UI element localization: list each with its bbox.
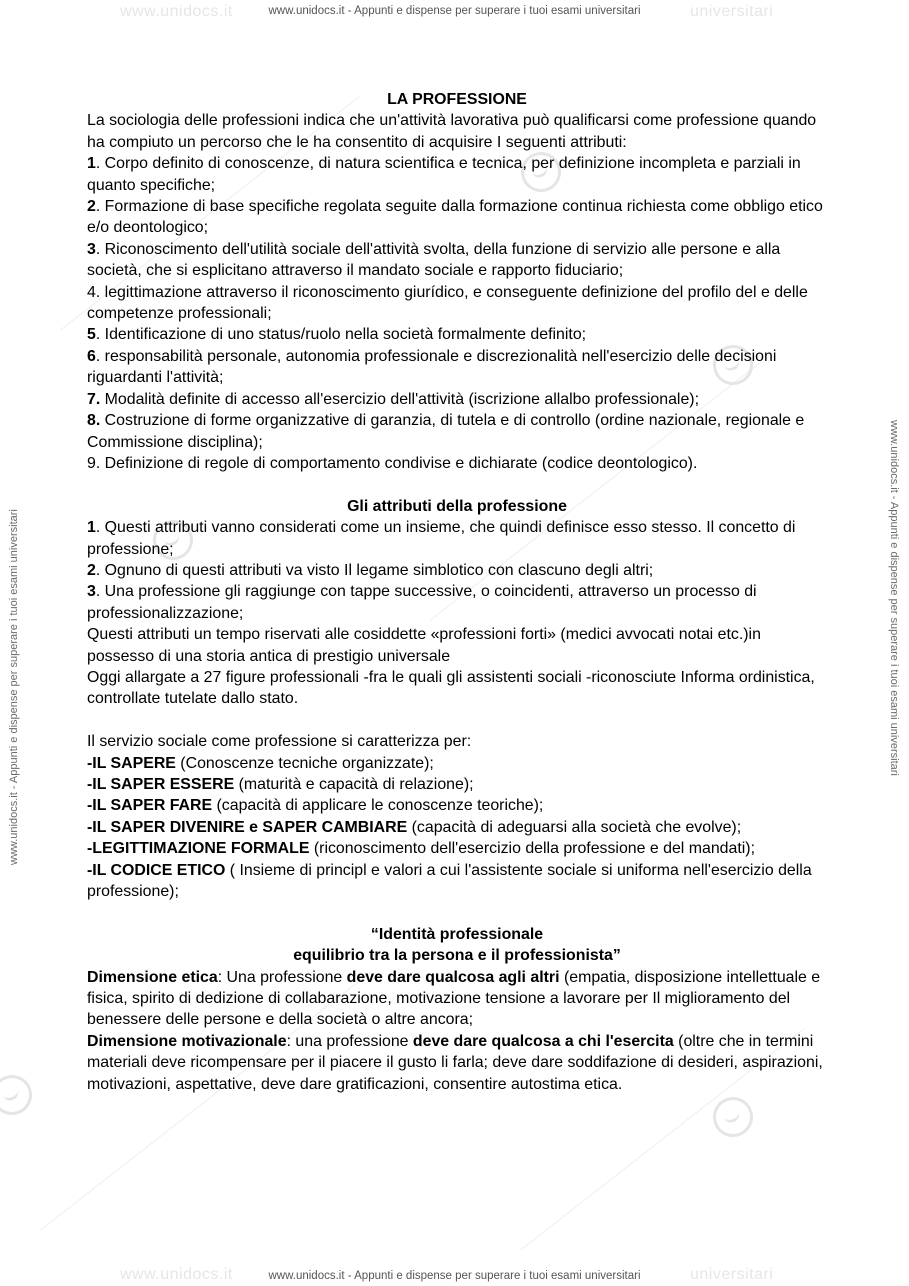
- watermark-header: www.unidocs.it - Appunti e dispense per superare i tuoi esami universitari: [268, 5, 641, 17]
- watermark-footer: www.unidocs.it - Appunti e dispense per superare i tuoi esami universitari: [268, 1270, 641, 1282]
- section-title: “Identità professionale: [370, 925, 544, 943]
- list-item: 2. Ognuno di questi attributi va visto Il legame simblotico con clascuno degli altri;: [87, 561, 654, 579]
- spacer: [87, 474, 827, 495]
- list-item: 6. responsabilità personale, autonomia professionale e discrezionalità nell'esercizio delle decisioni riguardanti l'attività;: [87, 347, 777, 387]
- watermark-side-right: www.unidocs.it - Appunti e dispense per superare i tuoi esami universitari: [888, 420, 900, 776]
- watermark-side-left: www.unidocs.it - Appunti e dispense per superare i tuoi esami universitari: [8, 509, 20, 865]
- document-body: [87, 89, 827, 1095]
- list-item: -LEGITTIMAZIONE FORMALE (riconoscimento dell'esercizio della professione e del mandati);: [87, 840, 755, 858]
- watermark-ghost-top-right: universitari: [690, 3, 774, 20]
- list-item: 1. Questi attributi vanno considerati come un insieme, che quindi definisce esso stesso. Il concetto di professione;: [87, 519, 796, 558]
- list-item: -IL SAPERE (Conoscenze tecniche organizzate);: [87, 754, 434, 772]
- paragraph: Dimensione motivazionale: una professione deve dare qualcosa a chi l'esercita (oltre che in termini materiali deve ricompensare per il piacere il gusto li farla; deve dare soddifazione di desideri, aspirazioni, motivazioni, aspettative, deve dare gratificazioni, consentire autostima etica.: [87, 1032, 823, 1093]
- watermark-ghost-bottom-left: www.unidocs.it: [120, 1266, 233, 1283]
- list-item: 9. Definizione di regole di comportamento condivise e dichiarate (codice deontologico).: [87, 454, 698, 472]
- paragraph: Questi attributi un tempo riservati alle cosiddette «professioni forti» (medici avvocati notai etc.)in possesso di una storia antica di prestigio universale: [87, 626, 761, 665]
- paragraph: Il servizio sociale come professione si caratterizza per:: [87, 733, 472, 751]
- list-item: 4. legittimazione attraverso il riconoscimento giurídico, e conseguente definizione del profilo del e delle competenze professionali;: [87, 283, 808, 323]
- list-item: -IL SAPER FARE (capacità di applicare le conoscenze teoriche);: [87, 797, 544, 815]
- list-item: -IL SAPER DIVENIRE e SAPER CAMBIARE (capacità di adeguarsi alla società che evolve);: [87, 818, 742, 836]
- list-item: 3. Una professione gli raggiunge con tappe successive, o coincidenti, attraverso un processo di professionalizzazione;: [87, 583, 757, 622]
- section-title: LA PROFESSIONE: [387, 91, 527, 108]
- list-item: -IL SAPER ESSERE (maturità e capacità di relazione);: [87, 775, 474, 793]
- list-item: -IL CODICE ETICO ( Insieme di principl e valori a cui l'assistente sociale si uniforma nell'esercizio della professione);: [87, 861, 812, 900]
- spacer: [87, 710, 827, 731]
- list-item: 7. Modalità definite di accesso all'esercizio dell'attività (iscrizione allalbo professionale);: [87, 390, 699, 408]
- paragraph: Oggi allargate a 27 figure professionali -fra le quali gli assistenti sociali -riconosciute Informa ordinistica, controllate tutelate dallo stato.: [87, 668, 815, 708]
- paragraph: Dimensione etica: Una professione deve dare qualcosa agli altri (empatia, disposizione intellettuale e fisica, spirito di dedizione di collabarazione, motivazione tensione a lavorare per Il miglioramento del benessere delle persone e della società o altre ancora;: [87, 968, 821, 1029]
- list-item: 8. Costruzione di forme organizzative di garanzia, di tutela e di controllo (ordine nazionale, regionale e Commissione disciplina);: [87, 412, 805, 451]
- list-item: 3. Riconoscimento dell'utilità sociale dell'attività svolta, della funzione di servizio alle persone e alla società, che si esplicitano attraverso il mandato sociale e rapporto fiduciario;: [87, 240, 781, 280]
- list-item: 1. Corpo definito di conoscenze, di natura scientifica e tecnica, per definizione incompleta e parziali in quanto specifiche;: [87, 155, 801, 194]
- spacer: [87, 902, 827, 923]
- unidocs-logo-icon: [707, 1091, 758, 1142]
- list-item: 5. Identificazione di uno status/ruolo nella società formalmente definito;: [87, 326, 587, 344]
- paragraph: La sociologia delle professioni indica che un'attività lavorativa può qualificarsi come professione quando ha compiuto un percorso che le ha consentito di acquisire I seguenti attributi:: [87, 112, 817, 151]
- section-title: Gli attributi della professione: [347, 497, 567, 515]
- section-subtitle: equilibrio tra la persona e il professionista”: [293, 947, 621, 965]
- watermark-ghost-bottom-right: universitari: [690, 1266, 774, 1283]
- unidocs-logo-icon: [0, 1069, 38, 1120]
- watermark-ghost-top-left: www.unidocs.it: [120, 3, 233, 20]
- list-item: 2. Formazione di base specifiche regolata seguite dalla formazione continua richiesta come obbligo etico e/o deontologico;: [87, 198, 823, 237]
